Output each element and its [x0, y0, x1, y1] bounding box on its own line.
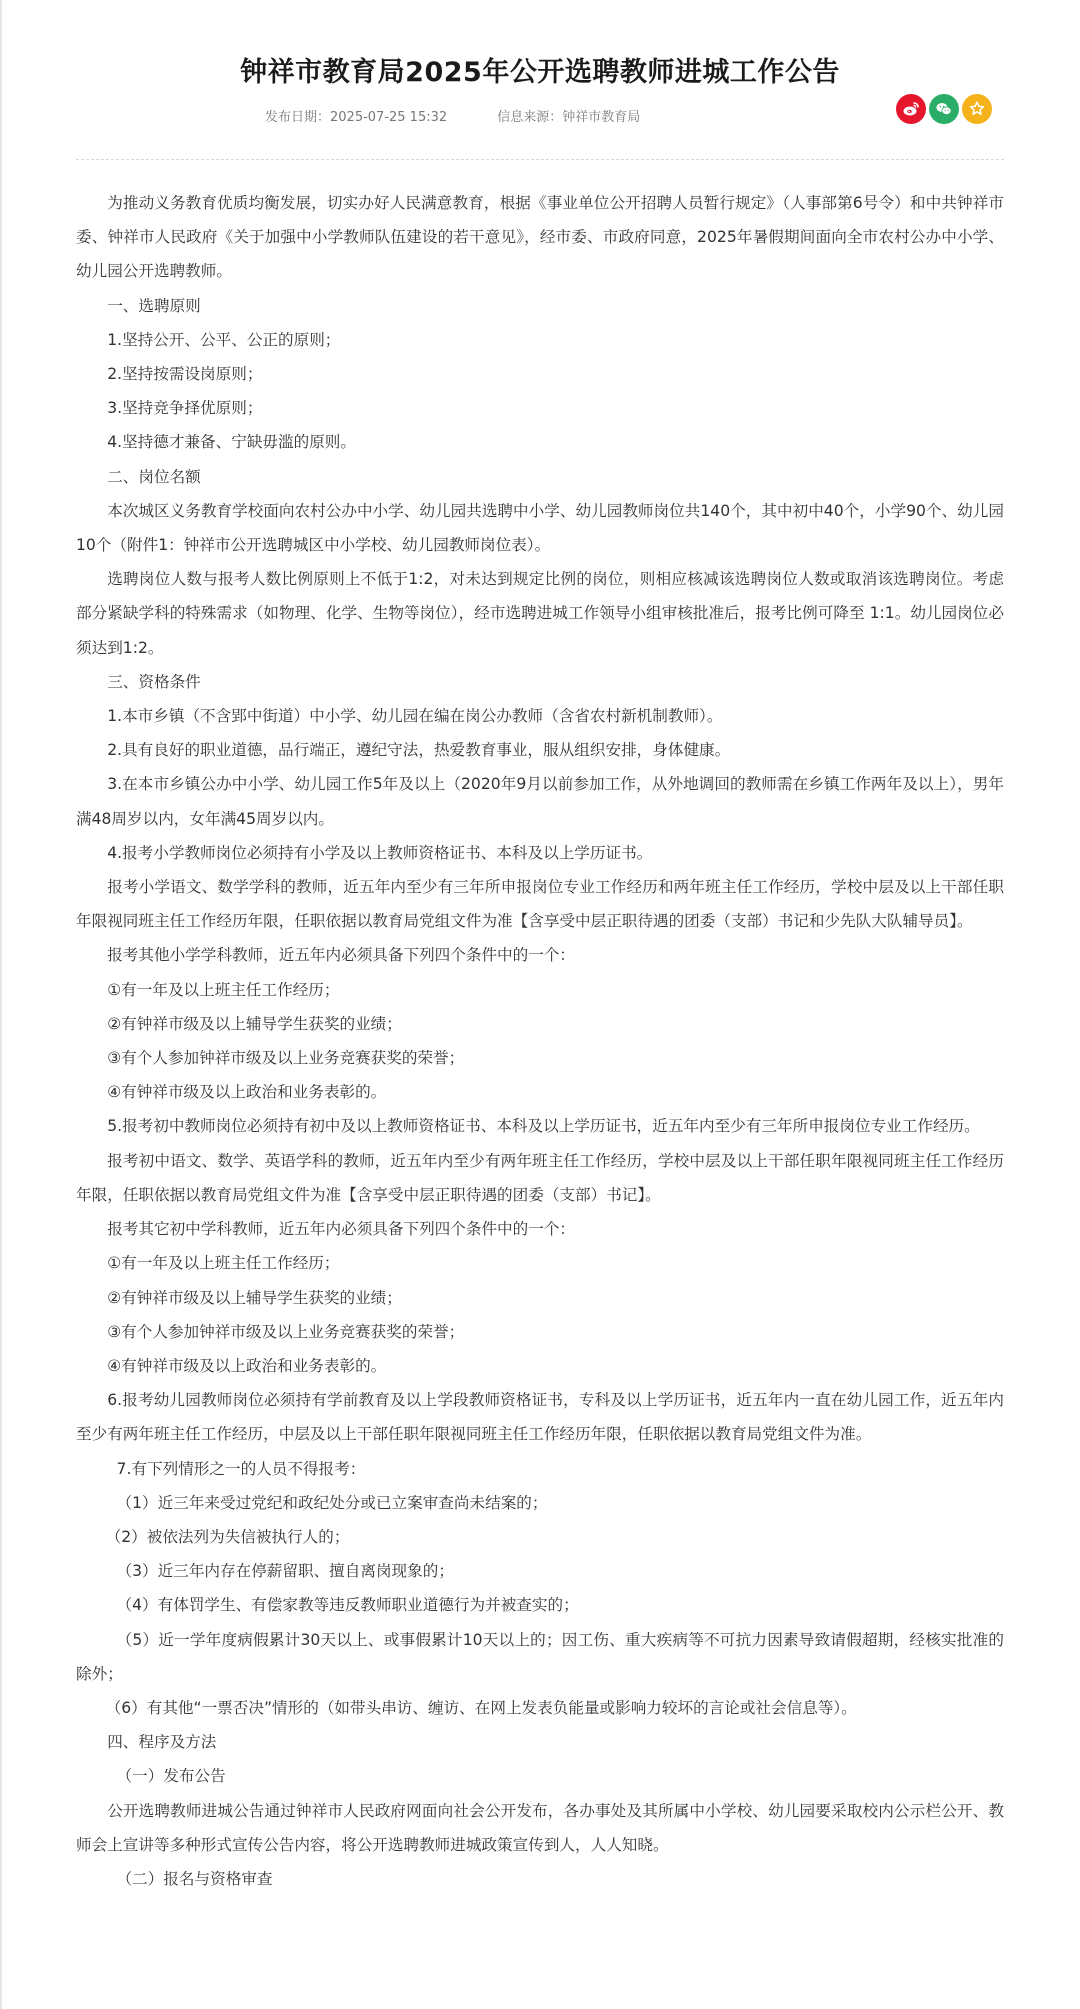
body-paragraph: 2.坚持按需设岗原则；	[107, 365, 263, 384]
weibo-icon	[901, 99, 921, 119]
list-item: ④有钟祥市级及以上政治和业务表彰的。	[107, 1083, 387, 1102]
body-paragraph: 本次城区义务教育学校面向农村公办中小学、幼儿园共选聘中小学、幼儿园教师岗位共140个，其中初中40个，小学90个、幼儿园10个（附件1：钟祥市公开选聘城区中小学校、幼儿园教师岗位表）。	[76, 501, 1004, 555]
share-buttons	[896, 94, 992, 124]
body-paragraph: 报考初中语文、数学、英语学科的教师，近五年内至少有两年班主任工作经历，学校中层及以上干部任职年限视同班主任工作经历年限，任职依据以教育局党组文件为准【含享受中层正职待遇的团委（支部）书记】。	[76, 1151, 1004, 1204]
list-item: ③有个人参加钟祥市级及以上业务竞赛获奖的荣誉；	[107, 1049, 465, 1068]
favorite-star-icon	[967, 99, 987, 119]
body-paragraph: 报考小学语文、数学学科的教师，近五年内至少有三年所申报岗位专业工作经历和两年班主任工作经历，学校中层及以上干部任职年限视同班主任工作经历年限，任职依据以教育局党组文件为准【含享受中层正职待遇的团委（支部）书记和少先队大队辅导员】。	[76, 878, 1004, 931]
article-meta	[265, 106, 640, 125]
article-body	[76, 186, 1004, 1896]
subsection-heading: （一）发布公告	[116, 1767, 226, 1786]
wechat-icon	[934, 99, 954, 119]
body-paragraph: 为推动义务教育优质均衡发展，切实办好人民满意教育，根据《事业单位公开招聘人员暂行规定》（人事部第6号令）和中共钟祥市委、钟祥市人民政府《关于加强中小学教师队伍建设的若干意见》，经市委、市政府同意，2025年暑假期间面向全市农村公办中小学、幼儿园公开选聘教师。	[76, 194, 1004, 281]
list-item: （6）有其他“一票否决”情形的（如带头串访、缠访、在网上发表负能量或影响力较坏的言论或社会信息等）。	[105, 1698, 857, 1717]
list-item: （2）被依法列为失信被执行人的；	[105, 1527, 350, 1546]
body-paragraph: 7.有下列情形之一的人员不得报考：	[116, 1459, 366, 1478]
section-heading: 二、岗位名额	[107, 467, 201, 486]
body-paragraph: 1.本市乡镇（不含郢中街道）中小学、幼儿园在编在岗公办教师（含省农村新机制教师）。	[107, 707, 723, 726]
body-paragraph: 报考其他小学学科教师，近五年内必须具备下列四个条件中的一个：	[107, 946, 576, 965]
article-header	[0, 0, 1080, 160]
list-item: （5）近一学年度病假累计30天以上、或事假累计10天以上的；因工伤、重大疾病等不可抗力因素导致请假超期，经核实批准的除外；	[76, 1630, 1004, 1683]
body-paragraph: 2.具有良好的职业道德，品行端正，遵纪守法，热爱教育事业，服从组织安排，身体健康。	[107, 741, 731, 760]
section-heading: 四、程序及方法	[107, 1733, 217, 1752]
body-paragraph: 6.报考幼儿园教师岗位必须持有学前教育及以上学段教师资格证书，专科及以上学历证书，近五年内一直在幼儿园工作，近五年内至少有两年班主任工作经历，中层及以上干部任职年限视同班主任工作经历年限，任职依据以教育局党组文件为准。	[76, 1391, 1004, 1444]
list-item: ③有个人参加钟祥市级及以上业务竞赛获奖的荣誉；	[107, 1322, 465, 1341]
list-item: （3）近三年内存在停薪留职、擅自离岗现象的；	[116, 1562, 454, 1581]
list-item: ④有钟祥市级及以上政治和业务表彰的。	[107, 1356, 387, 1375]
body-paragraph: 选聘岗位人数与报考人数比例原则上不低于1:2，对未达到规定比例的岗位，则相应核减该选聘岗位人数或取消该选聘岗位。考虑部分紧缺学科的特殊需求（如物理、化学、生物等岗位），经市选聘进城工作领导小组审核批准后，报考比例可降至 1:1。幼儿园岗位必须达到1:2。	[76, 570, 1004, 657]
body-paragraph: 3.在本市乡镇公办中小学、幼儿园工作5年及以上（2020年9月以前参加工作，从外地调回的教师需在乡镇工作两年及以上），男年满48周岁以内，女年满45周岁以内。	[76, 775, 1004, 828]
header-divider	[76, 159, 1004, 160]
info-source: 信息来源：钟祥市教育局	[497, 110, 641, 125]
body-paragraph: 5.报考初中教师岗位必须持有初中及以上教师资格证书、本科及以上学历证书，近五年内至少有三年所申报岗位专业工作经历。	[107, 1117, 980, 1136]
share-weibo-button[interactable]	[896, 94, 926, 124]
list-item: ②有钟祥市级及以上辅导学生获奖的业绩；	[107, 1288, 402, 1307]
body-paragraph: 4.报考小学教师岗位必须持有小学及以上教师资格证书、本科及以上学历证书。	[107, 843, 653, 862]
list-item: ②有钟祥市级及以上辅导学生获奖的业绩；	[107, 1014, 402, 1033]
body-paragraph: 报考其它初中学科教师，近五年内必须具备下列四个条件中的一个：	[107, 1220, 576, 1239]
favorite-button[interactable]	[962, 94, 992, 124]
section-heading: 一、选聘原则	[107, 296, 201, 315]
section-heading: 三、资格条件	[107, 672, 201, 691]
share-wechat-button[interactable]	[929, 94, 959, 124]
body-paragraph: 3.坚持竞争择优原则；	[107, 399, 263, 418]
list-item: ①有一年及以上班主任工作经历；	[107, 1254, 340, 1273]
body-paragraph: 公开选聘教师进城公告通过钟祥市人民政府网面向社会公开发布，各办事处及其所属中小学校、幼儿园要采取校内公示栏公开、教师会上宣讲等多种形式宣传公告内容，将公开选聘教师进城政策宣传到人，人人知晓。	[76, 1801, 1004, 1854]
body-paragraph: 4.坚持德才兼备、宁缺毋滥的原则。	[107, 433, 356, 452]
body-paragraph: 1.坚持公开、公平、公正的原则；	[107, 330, 341, 349]
subsection-heading: （二）报名与资格审查	[116, 1869, 273, 1888]
left-border	[0, 0, 2, 2009]
article-title: 钟祥市教育局2025年公开选聘教师进城工作公告	[240, 57, 840, 88]
list-item: （1）近三年来受过党纪和政纪处分或已立案审查尚未结案的；	[116, 1493, 548, 1512]
list-item: ①有一年及以上班主任工作经历；	[107, 980, 340, 999]
list-item: （4）有体罚学生、有偿家教等违反教师职业道德行为并被查实的；	[116, 1596, 579, 1615]
publish-date: 发布日期：2025-07-25 15:32	[265, 110, 448, 125]
